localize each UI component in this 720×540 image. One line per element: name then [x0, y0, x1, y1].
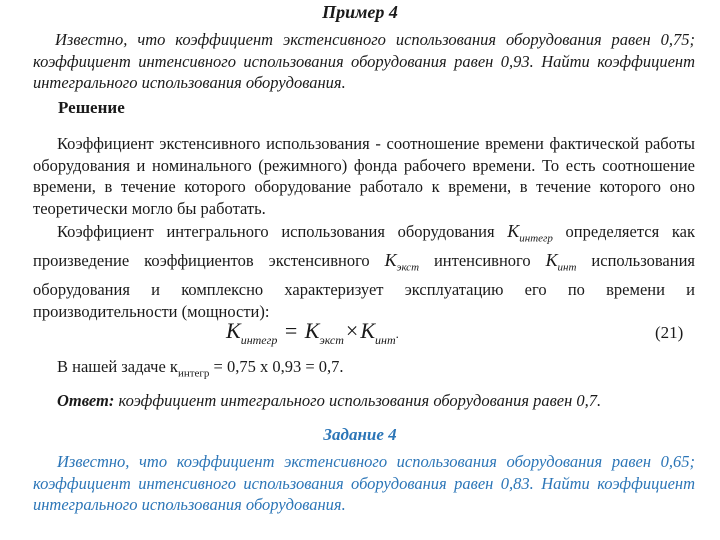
solution-paragraph-1 — [33, 133, 695, 219]
k-ekst-symbol: $К_{экст}$ — [384, 250, 420, 274]
task-text — [33, 451, 695, 516]
p2-text-4: использования оборудования и комплексно характеризует эксплуатацию его по времени и производительности (мощности): — [33, 251, 696, 321]
formula: $K_{интегр} = K_{экст}\times K_{инт}$. — [226, 318, 399, 347]
task-title: Задание 4 — [323, 425, 397, 444]
solution-paragraph-2 — [33, 221, 695, 322]
k-integr-symbol: $К_{интегр}$ — [507, 221, 553, 245]
solution-paragraph-1-text: Коэффициент экстенсивного использования - соотношение времени фактической работы оборудования и номинального (режимного) фонда рабочего времени. То есть соотношение времени, в течение которого оборудование работало к времени, в течение которого оно теоретически могло бы работать. — [33, 134, 695, 218]
answer — [33, 390, 695, 412]
calculation: В нашей задаче $к_{интегр} = 0,75$ х 0,93 = 0,7. — [57, 357, 344, 380]
task-text-body: Известно, что коэффициент экстенсивного использования оборудования равен 0,65; коэффициент интенсивного использования оборудования равен 0,83. Найти коэффициент интегрального использования оборудования. — [33, 452, 695, 514]
k-int-symbol: $К_{инт}$ — [545, 250, 577, 274]
p2-text-3: интенсивного — [419, 251, 546, 271]
answer-text: коэффициент интегрального использования оборудования равен 0,7. — [114, 391, 602, 410]
p2-text-1: Коэффициент интегрального использования оборудования — [57, 222, 508, 241]
equation-number: (21) — [655, 323, 684, 342]
solution-heading: Решение — [58, 98, 125, 117]
example-title: Пример 4 — [322, 2, 398, 22]
example-problem — [33, 29, 695, 94]
answer-label: Ответ: — [57, 391, 115, 410]
example-problem-text: Известно, что коэффициент экстенсивного использования оборудования равен 0,75; коэффициент интенсивного использования оборудования равен 0,93. Найти коэффициент интегрального использования оборудования. — [33, 30, 695, 92]
p2-text-2: определяется как произведение коэффициентов экстенсивного — [33, 222, 695, 271]
